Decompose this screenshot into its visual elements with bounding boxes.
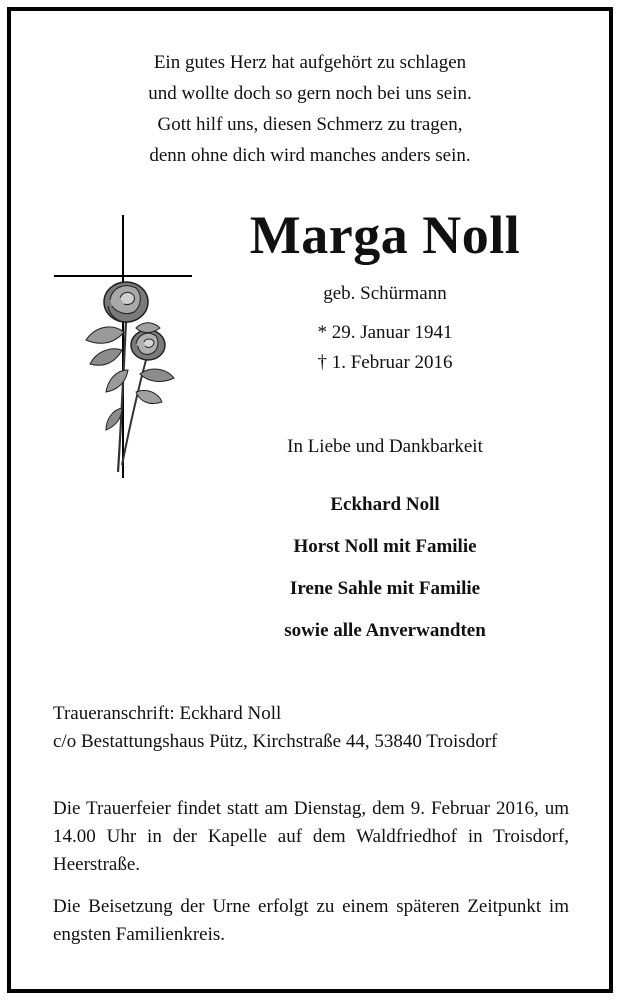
maiden-name: geb. Schürmann (323, 283, 447, 304)
ceremony-paragraph: Die Trauerfeier findet statt am Dienstag, dem 9. Februar 2016, um 14.00 Uhr in der Kapelle auf dem Waldfriedhof in Troisdorf, Heerstraße. (53, 798, 569, 875)
address-line: c/o Bestattungshaus Pütz, Kirchstraße 44, 53840 Troisdorf (53, 731, 498, 752)
cross-icon (50, 210, 200, 485)
birth-date: * 29. Januar 1941 (317, 322, 453, 343)
poem-line: denn ohne dich wird manches anders sein. (149, 145, 471, 166)
poem-line: Gott hilf uns, diesen Schmerz zu tragen, (157, 114, 463, 135)
poem (0, 47, 620, 171)
life-dates (210, 318, 560, 378)
death-date: † 1. Februar 2016 (317, 352, 453, 373)
signer: Irene Sahle mit Familie (289, 578, 481, 599)
signer: Eckhard Noll (330, 494, 440, 515)
address-line: Traueranschrift: Eckhard Noll (53, 703, 282, 724)
signer: sowie alle Anverwandten (284, 620, 486, 641)
cross-rose-illustration (50, 210, 200, 485)
mourning-address (53, 700, 573, 756)
burial-paragraph: Die Beisetzung der Urne erfolgt zu einem späteren Zeitpunkt im engsten Familienkreis. (53, 896, 569, 945)
poem-line: Ein gutes Herz hat aufgehört zu schlagen (153, 52, 467, 73)
thanks-line: In Liebe und Dankbarkeit (287, 436, 483, 457)
rose-icon (86, 282, 174, 472)
deceased-name: Marga Noll (249, 205, 521, 265)
signers-list (210, 484, 560, 652)
signer: Horst Noll mit Familie (293, 536, 477, 557)
poem-line: und wollte doch so gern noch bei uns sein. (148, 83, 472, 104)
